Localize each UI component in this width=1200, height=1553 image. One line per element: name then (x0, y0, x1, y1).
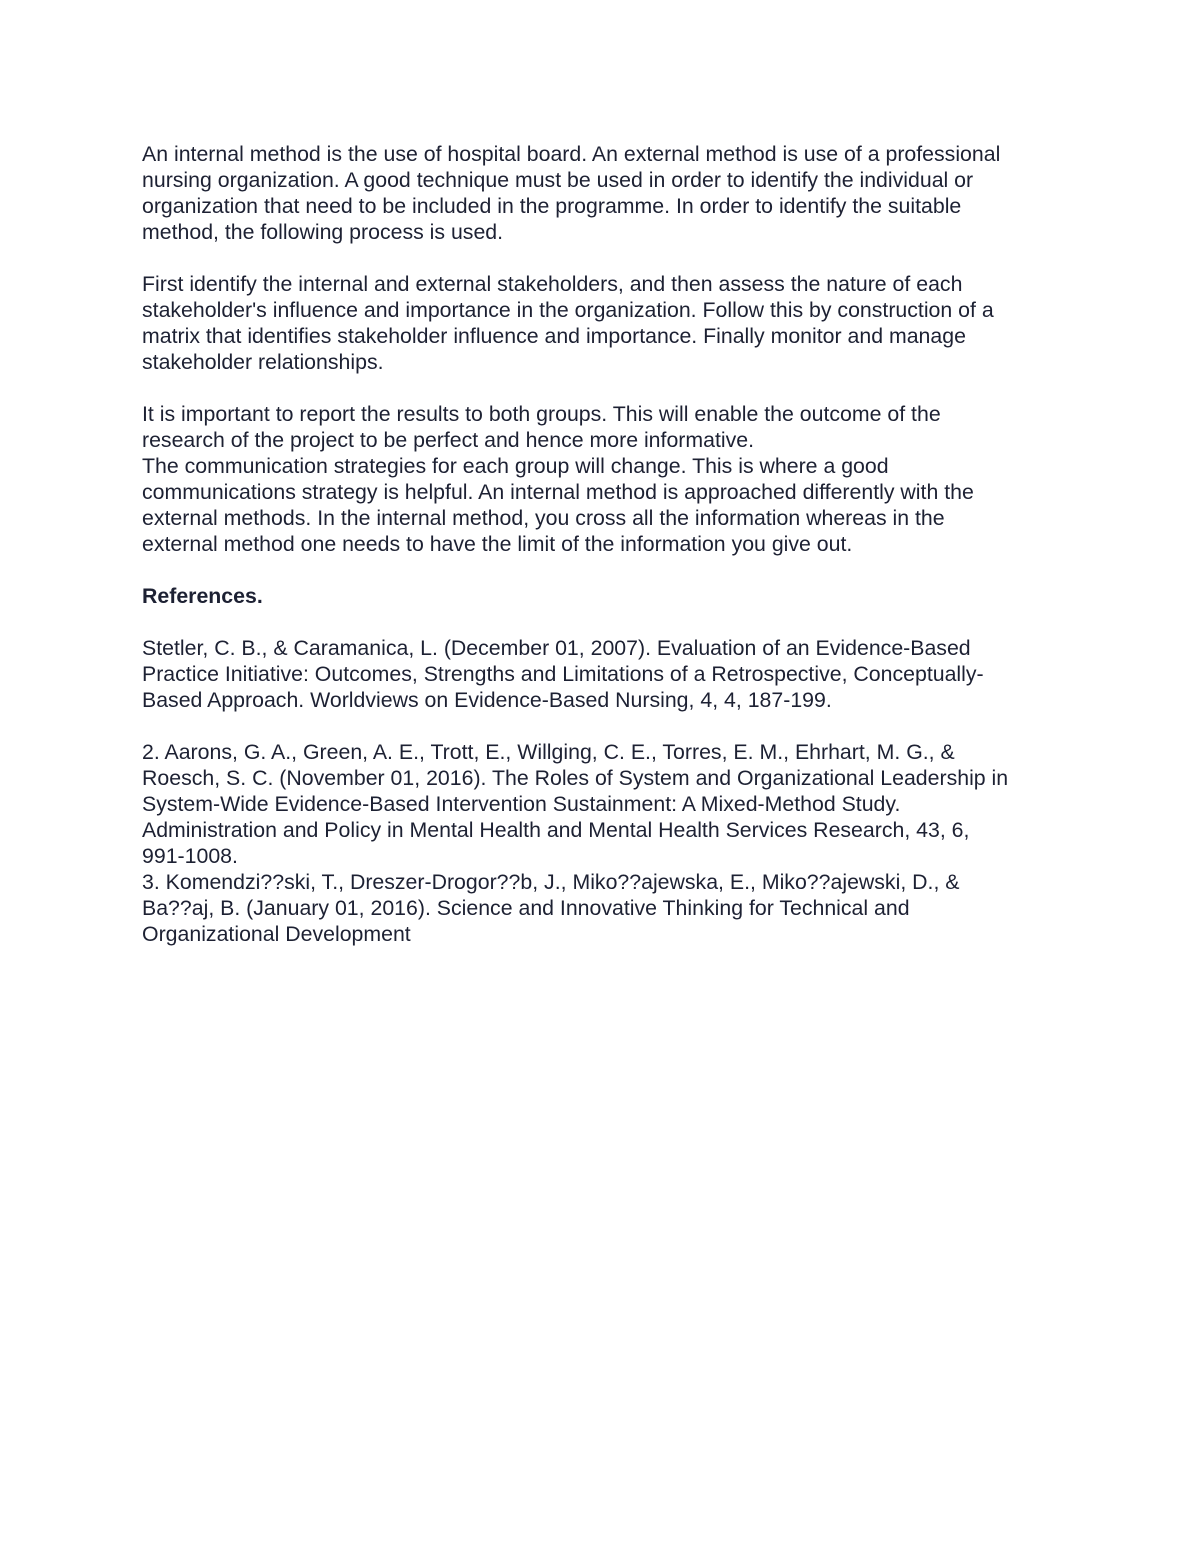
paragraph-stakeholder-process: First identify the internal and external stakeholders, and then assess the nature of each stakeholder's influence and importance in the organization. Follow this by construction of a matrix that identifies stakeholder influence and importance. Finally monitor and manage stakeholder relationships. (142, 272, 994, 374)
references-heading: References. (142, 584, 263, 608)
reference-item: 2. Aarons, G. A., Green, A. E., Trott, E., Willging, C. E., Torres, E. M., Ehrhart, M. G., & Roesch, S. C. (November 01, 2016). The Roles of System and Organizational Leadership in System-Wide Evidence-Based Intervention Sustainment: A Mixed-Method Study. Administration and Policy in Mental Health and Mental Health Services Research, 43, 6, 991-1008. (142, 740, 1009, 868)
reference-item: 3. Komendzi??ski, T., Dreszer-Drogor??b, J., Miko??ajewska, E., Miko??ajewski, D., & Ba??aj, B. (January 01, 2016). Science and Innovative Thinking for Technical and Organizational Development (142, 870, 960, 946)
reference-item: Stetler, C. B., & Caramanica, L. (December 01, 2007). Evaluation of an Evidence-Based Practice Initiative: Outcomes, Strengths and Limitations of a Retrospective, Conceptually- Based Approach. Worldviews on Evidence-Based Nursing, 4, 4, 187-199. (142, 636, 984, 712)
paragraph-internal-external-methods: An internal method is the use of hospital board. An external method is use of a professional nursing organization. A good technique must be used in order to identify the individual or organization that need to be included in the programme. In order to identify the suitable method, the following process is used. (142, 142, 1001, 244)
paragraph-communication-strategies: The communication strategies for each group will change. This is where a good communications strategy is helpful. An internal method is approached differently with the external methods. In the internal method, you cross all the information whereas in the external method one needs to have the limit of the information you give out. (142, 454, 974, 556)
document-page (142, 141, 1072, 947)
paragraph-reporting-results: It is important to report the results to both groups. This will enable the outcome of the research of the project to be perfect and hence more informative. (142, 402, 941, 452)
